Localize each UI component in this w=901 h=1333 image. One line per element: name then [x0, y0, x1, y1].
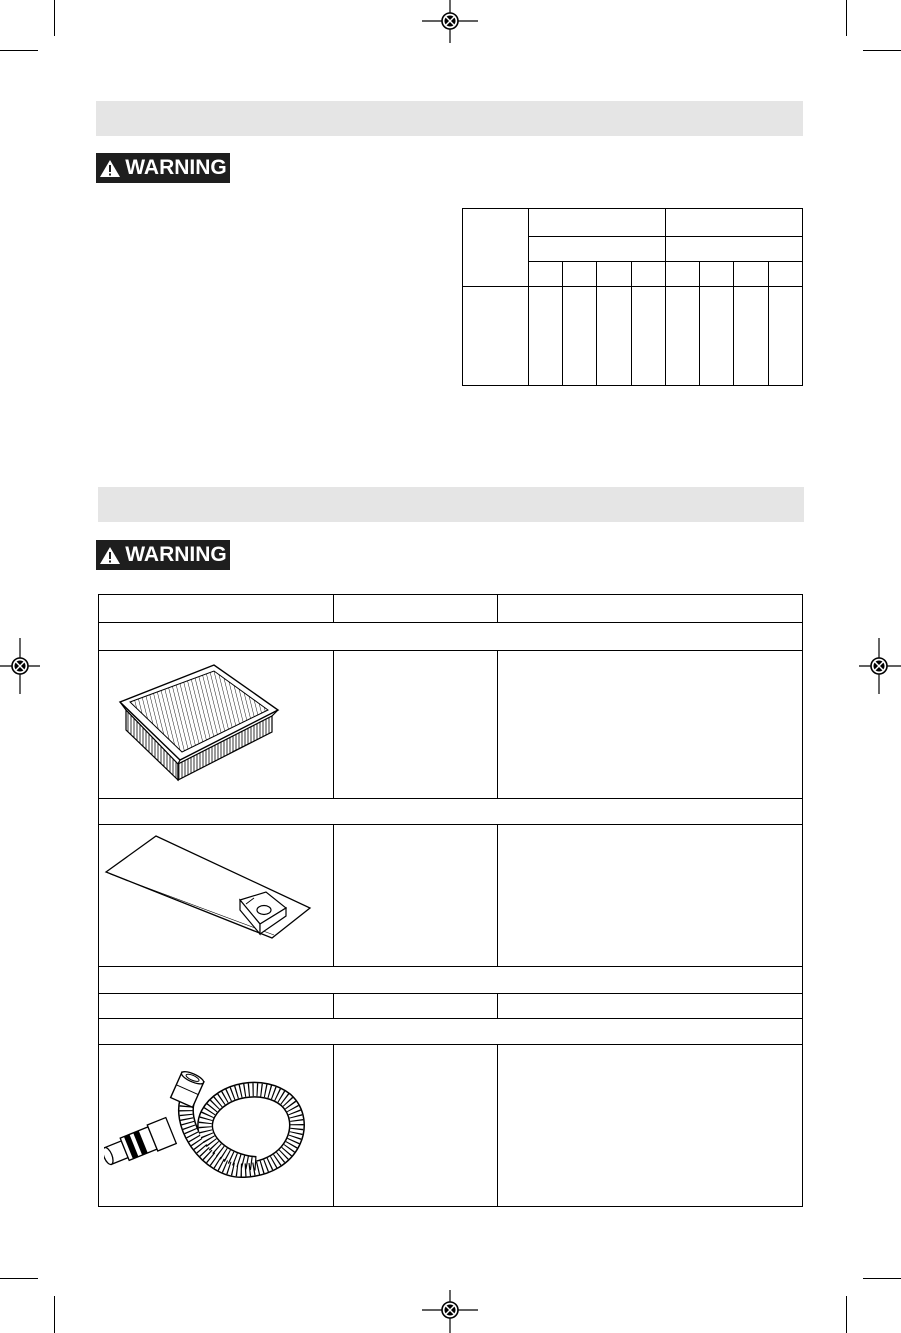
table-row-divider	[98, 650, 803, 651]
registration-mark-icon	[420, 1290, 480, 1333]
table-row-divider	[98, 622, 803, 623]
table-row-divider	[98, 966, 803, 967]
table-rule	[528, 208, 529, 386]
crop-mark	[0, 50, 38, 51]
table-rule	[462, 286, 803, 287]
table-column-divider	[497, 824, 498, 966]
table-rule	[631, 261, 632, 386]
table-column-divider	[333, 1044, 334, 1207]
table-column-divider	[497, 993, 498, 1018]
registration-mark-icon	[0, 636, 42, 696]
table-column-divider	[333, 993, 334, 1018]
table-row-divider	[98, 993, 803, 994]
warning-label: WARNING	[125, 156, 227, 179]
section-header-bar	[98, 487, 804, 522]
warning-badge	[96, 153, 230, 183]
table-rule	[768, 261, 769, 386]
dust-bag-illustration	[104, 832, 314, 944]
table-row-divider	[98, 1018, 803, 1019]
crop-mark	[54, 0, 55, 36]
table-row-divider	[98, 798, 803, 799]
crop-mark	[863, 50, 901, 51]
table-column-divider	[333, 824, 334, 966]
crop-mark	[846, 1296, 847, 1333]
warning-triangle-icon	[99, 159, 121, 178]
registration-mark-icon	[857, 636, 901, 696]
crop-mark	[863, 1278, 901, 1279]
table-column-divider	[333, 650, 334, 798]
crop-mark	[846, 0, 847, 36]
table-column-divider	[497, 650, 498, 798]
table-row-divider	[98, 824, 803, 825]
table-rule	[699, 261, 700, 386]
table-column-divider	[333, 594, 334, 622]
table-rule	[596, 261, 597, 386]
warning-label: WARNING	[125, 543, 227, 566]
warning-triangle-icon	[99, 546, 121, 565]
crop-mark	[54, 1296, 55, 1333]
table-outline	[462, 208, 803, 386]
warning-badge	[96, 540, 230, 570]
table-column-divider	[497, 594, 498, 622]
table-rule	[528, 261, 803, 262]
table-rule	[528, 236, 803, 237]
table-rule	[665, 208, 666, 386]
section-header-bar	[96, 101, 803, 136]
table-row-divider	[98, 1044, 803, 1045]
registration-mark-icon	[420, 0, 480, 45]
flat-pleated-filter-illustration	[112, 660, 282, 785]
table-rule	[733, 261, 734, 386]
table-column-divider	[497, 1044, 498, 1207]
crop-mark	[0, 1278, 38, 1279]
table-rule	[562, 261, 563, 386]
vacuum-hose-illustration	[104, 1052, 314, 1184]
